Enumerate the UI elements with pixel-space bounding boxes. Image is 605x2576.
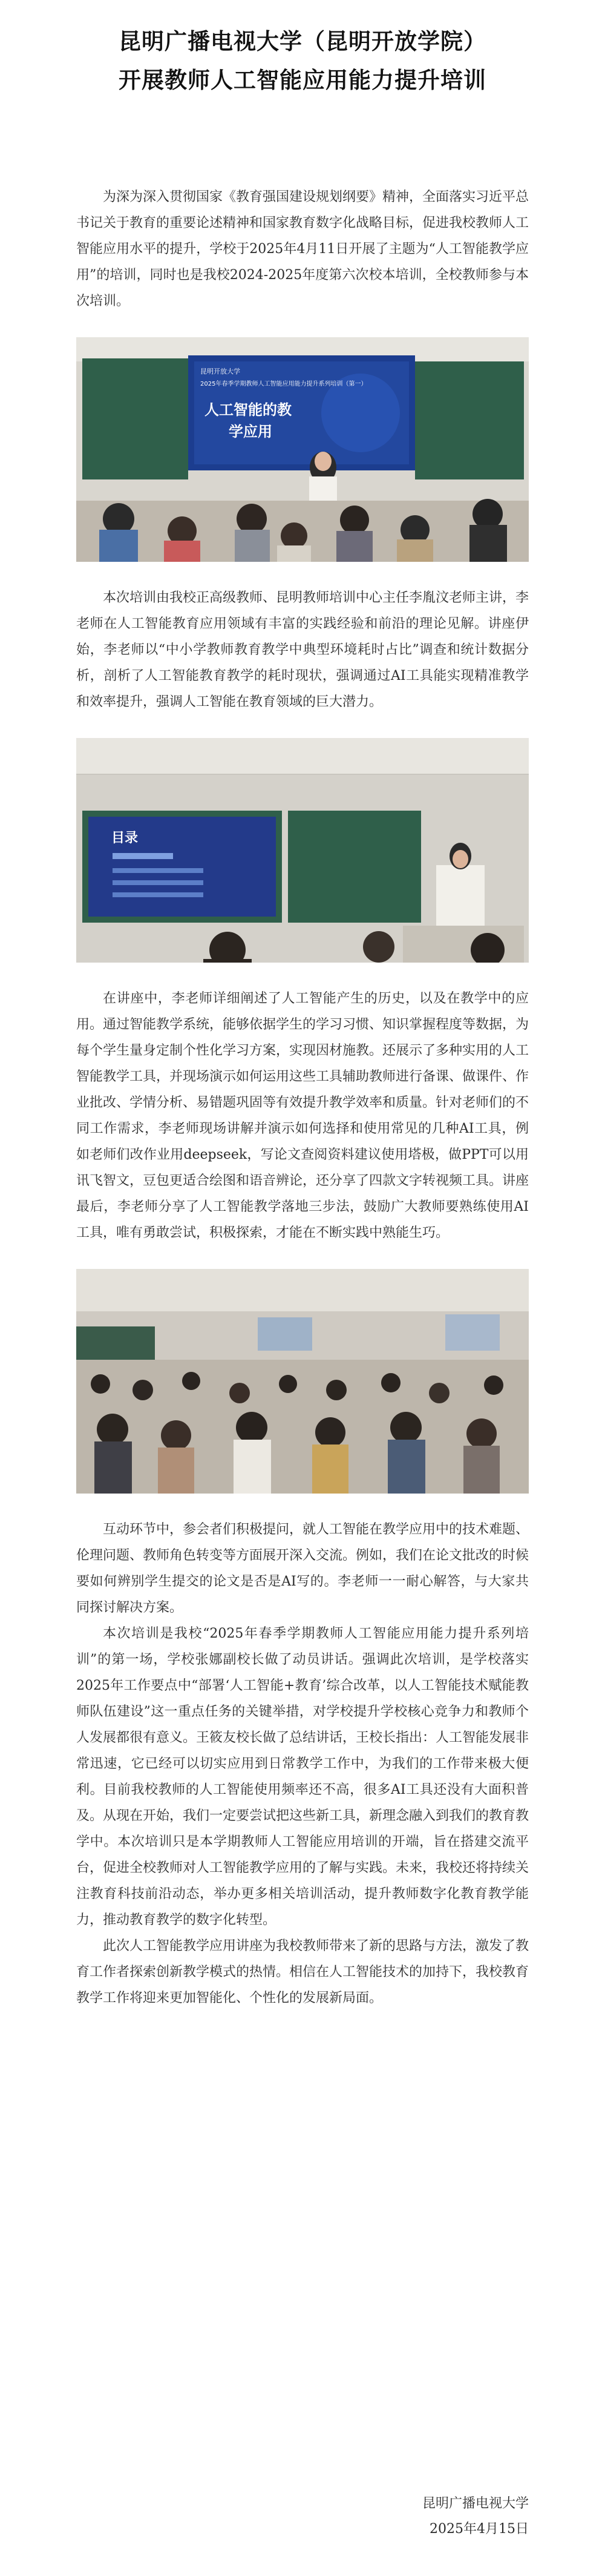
audience-illustration bbox=[76, 1269, 529, 1494]
slide-school-name: 昆明开放大学 bbox=[200, 367, 240, 375]
paragraph-lecture-content: 在讲座中，李老师详细阐述了人工智能产生的历史，以及在教学中的应用。通过智能教学系统，能够依据学生的学习习惯、知识掌握程度等数据，为每个学生量身定制个性化学习方案，实现因材施教。还展示了多种实用的人工智能教学工具，并现场演示如何运用这些工具辅助教师进行备课、做课件、作业批改、学情分析、易错题巩固等有效提升教学效率和质量。针对老师们的不同工作需求，李老师现场讲解并演示如何选择和使用常见的几种AI工具，例如老师们改作业用deepseek，写论文查阅资料建议使用塔极，做PPT可以用讯飞智文，豆包更适合绘图和语音辨论，还分享了四款文字转视频工具。讲座最后，李老师分享了人工智能教学落地三步法，鼓励广大教师要熟练使用AI工具，唯有勇敢尝试，积极探索，才能在不断实践中熟能生巧。 bbox=[76, 991, 529, 1240]
title-line-1: 昆明广播电视大学（昆明开放学院） bbox=[119, 28, 486, 54]
paragraph-interaction: 互动环节中，参会者们积极提问，就人工智能在教学应用中的技术难题、伦理问题、教师角色转变等方面展开深入交流。例如，我们在论文批改的时候要如何辨别学生提交的论文是否是AI写的。李老师一一耐心解答，与大家共同探讨解决方案。 bbox=[76, 1522, 529, 1615]
lecture-speaker-illustration bbox=[76, 738, 529, 963]
signature-date: 2025年4月15日 bbox=[430, 2522, 529, 2537]
slide-heading-contents: 目录 bbox=[111, 831, 139, 846]
lecture-stage-illustration bbox=[76, 337, 529, 562]
signature-block bbox=[422, 2491, 529, 2542]
paragraph-speaker: 本次培训由我校正高级教师、昆明教师培训中心主任李胤汶老师主讲，李老师在人工智能教育应用领域有丰富的实践经验和前沿的理论见解。讲座伊始，李老师以“中小学教师教育教学中典型环境耗时占比”调查和统计数据分析，剖析了人工智能教育教学的耗时现状，强调通过AI工具能实现精准教学和效率提升，强调人工智能在教育领域的巨大潜力。 bbox=[76, 590, 529, 710]
slide-subtitle: 2025年春季学期教师人工智能应用能力提升系列培训（第一） bbox=[200, 381, 367, 387]
paragraph-leadership-remarks: 本次培训是我校“2025年春季学期教师人工智能应用能力提升系列培训”的第一场，学校张娜副校长做了动员讲话。强调此次培训，是学校落实2025年工作要点中“部署‘人工智能+教育’综合改革，以人工智能技术赋能教师队伍建设”这一重点任务的关键举措，对学校提升学校核心竞争力和教师个人发展都很有意义。王筱友校长做了总结讲话，王校长指出：人工智能发展非常迅速，它已经可以切实应用到日常教学工作中，为我们的工作带来极大便利。目前我校教师的人工智能使用频率还不高，很多AI工具还没有大面积普及。从现在开始，我们一定要尝试把这些新工具，新理念融入到我们的教育教学中。本次培训只是本学期教师人工智能应用培训的开端，旨在搭建交流平台，促进全校教师对人工智能教学应用的了解与实践。未来，我校还将持续关注教育科技前沿动态，举办更多相关培训活动，提升教师数字化教育教学能力，推动教育教学的数字化转型。 bbox=[76, 1626, 529, 1928]
paragraph-conclusion: 此次人工智能教学应用讲座为我校教师带来了新的思路与方法，激发了教育工作者探索创新教学模式的热情。相信在人工智能技术的加持下，我校教育教学工作将迎来更加智能化、个性化的发展新局面。 bbox=[76, 1939, 529, 2006]
photo-lecture-speaker bbox=[76, 738, 529, 963]
photo-lecture-stage bbox=[76, 337, 529, 562]
photo-audience bbox=[76, 1269, 529, 1494]
paragraph-intro: 为深为深入贯彻国家《教育强国建设规划纲要》精神，全面落实习近平总书记关于教育的重要论述精神和国家教育数字化战略目标，促进我校教师人工智能应用水平的提升，学校于2025年4月11日开展了主题为“人工智能教学应用”的培训，同时也是我校2024-2025年度第六次校本培训，全校教师参与本次培训。 bbox=[76, 189, 529, 309]
title-line-2: 开展教师人工智能应用能力提升培训 bbox=[119, 67, 486, 93]
slide-title-line-1: 人工智能的教 bbox=[204, 401, 292, 418]
signature-organization: 昆明广播电视大学 bbox=[422, 2496, 529, 2511]
title-block bbox=[0, 0, 605, 99]
slide-title-line-2: 学应用 bbox=[229, 423, 272, 440]
